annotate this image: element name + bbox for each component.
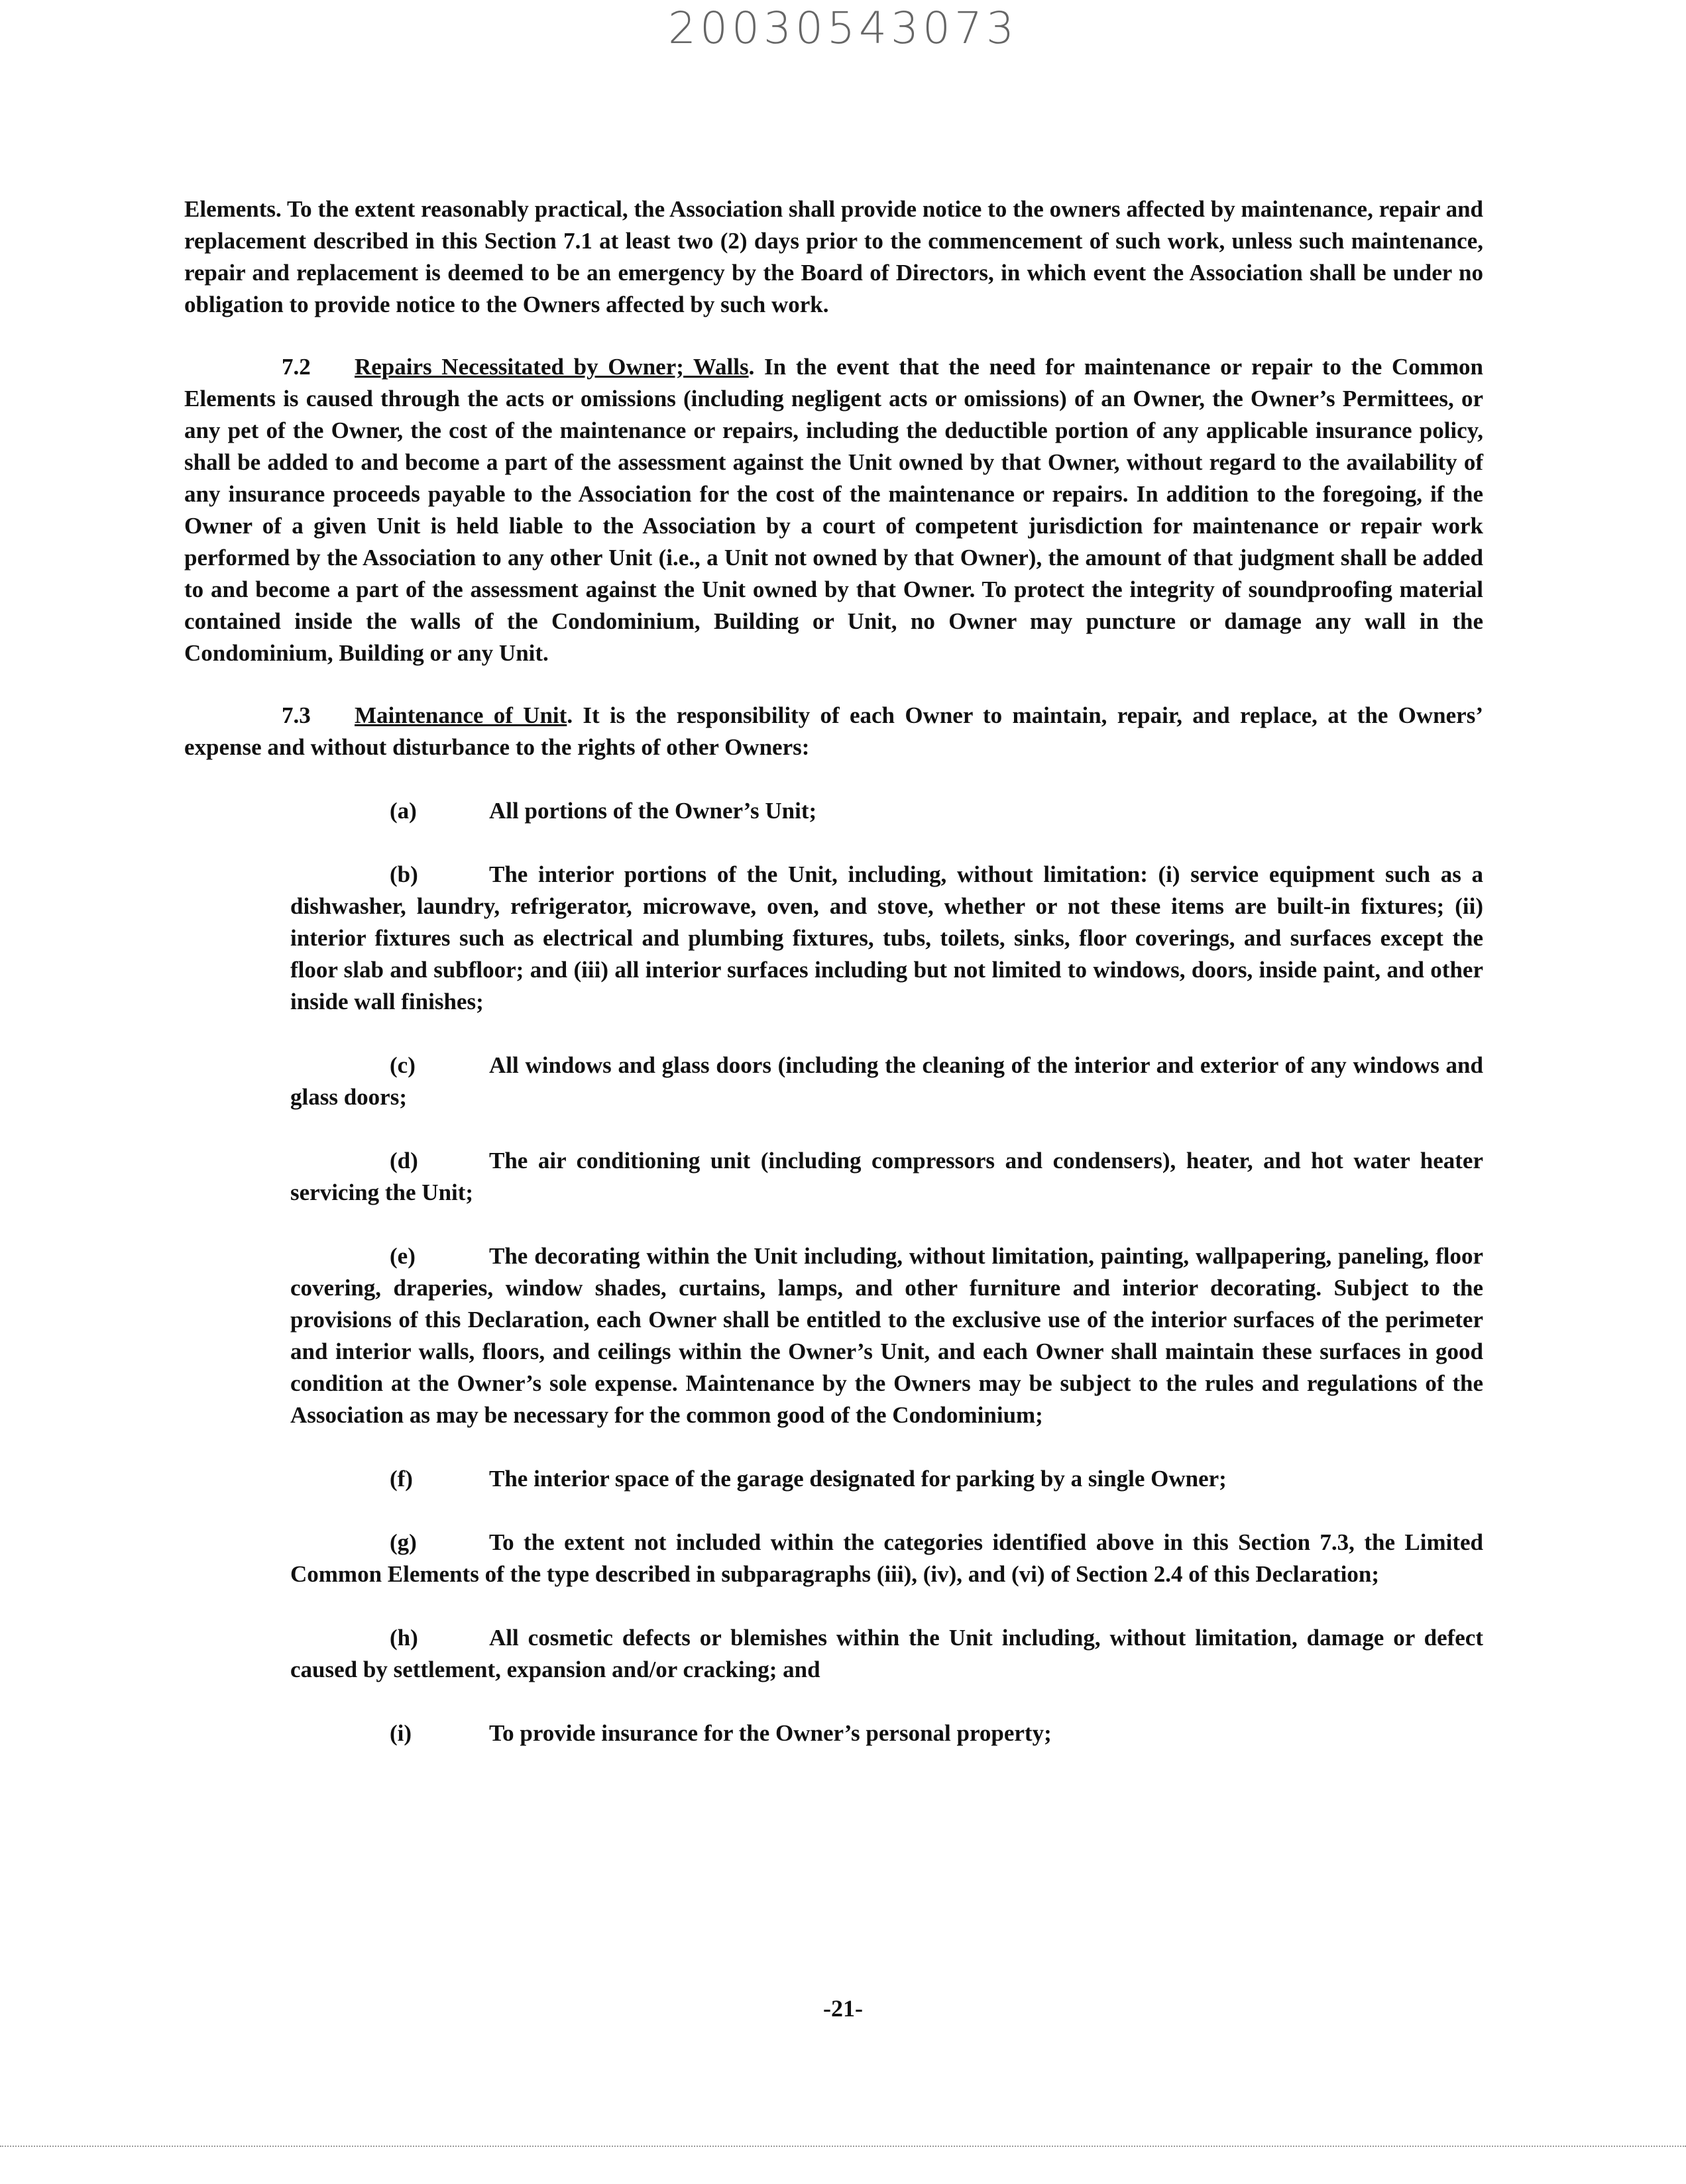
- section-7-2-title: Repairs Necessitated by Owner; Walls: [355, 354, 749, 380]
- scan-edge-divider: [0, 2146, 1686, 2147]
- list-item-e: [184, 1240, 1483, 1431]
- intro-paragraph: Elements. To the extent reasonably practical, the Association shall provide notice to the owners affected by maintenance, repair and replacement described in this Section 7.1 at least two (2) days prior to the commencement of such work, unless such maintenance, repair and replacement is deemed to be an emergency by the Board of Directors, in which event the Association shall be under no obligation to provide notice to the Owners affected by such work.: [184, 196, 1483, 317]
- list-item-text: The interior portions of the Unit, including, without limitation: (i) service equipment such as a dishwasher, laundry, refrigerator, microwave, oven, and stove, whether or not these items are built-in fixtures; (ii) interior fixtures such as electrical and plumbing fixtures, tubs, toilets, sinks, floor coverings, and surfaces except the floor slab and subfloor; and (iii) all interior surfaces including but not limited to windows, doors, inside paint, and other inside wall finishes;: [290, 861, 1483, 1014]
- list-item-i: [184, 1718, 1483, 1749]
- section-7-2: [184, 351, 1483, 669]
- list-item-label: (h): [390, 1625, 418, 1651]
- list-item-text: The decorating within the Unit including, without limitation, painting, wallpapering, paneling, floor covering, draperies, window shades, curtains, lamps, and other furniture and interior decorating. Subject to the provisions of this Declaration, each Owner shall be entitled to the exclusive use of the interior surfaces of the perimeter and interior walls, floors, and ceilings within the Owner’s Unit, and each Owner shall maintain these surfaces in good condition at the Owner’s sole expense. Maintenance by the Owners may be subject to the rules and regulations of the Association as may be necessary for the common good of the Condominium;: [290, 1243, 1483, 1428]
- list-item-b: [184, 859, 1483, 1018]
- list-item-label: (b): [390, 861, 418, 887]
- list-item-a: [184, 795, 1483, 827]
- list-item-label: (f): [390, 1466, 413, 1492]
- list-item-text: All cosmetic defects or blemishes within the Unit including, without limitation, damage or defect caused by settlement, expansion and/or cracking; and: [290, 1625, 1483, 1682]
- list-item-label: (e): [390, 1243, 416, 1269]
- list-item-d: [184, 1145, 1483, 1209]
- section-7-3: [184, 700, 1483, 763]
- section-7-3-title: Maintenance of Unit: [355, 702, 567, 728]
- list-item-text: To provide insurance for the Owner’s personal property;: [489, 1720, 1052, 1746]
- list-item-text: All portions of the Owner’s Unit;: [489, 798, 817, 824]
- list-item-label: (a): [390, 798, 417, 824]
- list-item-h: [184, 1622, 1483, 1686]
- list-item-g: [184, 1527, 1483, 1590]
- document-number: 20030543073: [668, 3, 1018, 54]
- section-7-2-number: 7.2: [282, 354, 311, 380]
- list-item-text: The air conditioning unit (including compressors and condensers), heater, and hot water heater servicing the Unit;: [290, 1148, 1483, 1205]
- list-item-text: All windows and glass doors (including the cleaning of the interior and exterior of any windows and glass doors;: [290, 1052, 1483, 1110]
- list-item-c: [184, 1050, 1483, 1113]
- list-item-label: (d): [390, 1148, 418, 1174]
- document-body: [184, 193, 1483, 1749]
- section-7-3-number: 7.3: [282, 702, 311, 728]
- list-item-text: To the extent not included within the categories identified above in this Section 7.3, the Limited Common Elements of the type described in subparagraphs (iii), (iv), and (vi) of Section 2.4 of this Declaration;: [290, 1529, 1483, 1587]
- list-item-label: (g): [390, 1529, 417, 1555]
- section-7-3-body: . It is the responsibility of each Owner to maintain, repair, and replace, at the Owners’ expense and without disturbance to the rights of other Owners:: [184, 702, 1483, 760]
- list-item-label: (i): [390, 1720, 412, 1746]
- page-number: -21-: [823, 1995, 863, 2022]
- list-item-f: [184, 1463, 1483, 1495]
- list-item-text: The interior space of the garage designated for parking by a single Owner;: [489, 1466, 1227, 1492]
- list-item-label: (c): [390, 1052, 416, 1078]
- section-7-2-body: . In the event that the need for maintenance or repair to the Common Elements is caused through the acts or omissions (including negligent acts or omissions) of an Owner, the Owner’s Permittees, or any pet of the Owner, the cost of the maintenance or repairs, including the deductible portion of any applicable insurance policy, shall be added to and become a part of the assessment against the Unit owned by that Owner, without regard to the availability of any insurance proceeds payable to the Association for the cost of the maintenance or repairs. In addition to the foregoing, if the Owner of a given Unit is held liable to the Association by a court of competent jurisdiction for maintenance or repair work performed by the Association to any other Unit (i.e., a Unit not owned by that Owner), the amount of that judgment shall be added to and become a part of the assessment against the Unit owned by that Owner. To protect the integrity of soundproofing material contained inside the walls of the Condominium, Building or Unit, no Owner may puncture or damage any wall in the Condominium, Building or any Unit.: [184, 354, 1483, 666]
